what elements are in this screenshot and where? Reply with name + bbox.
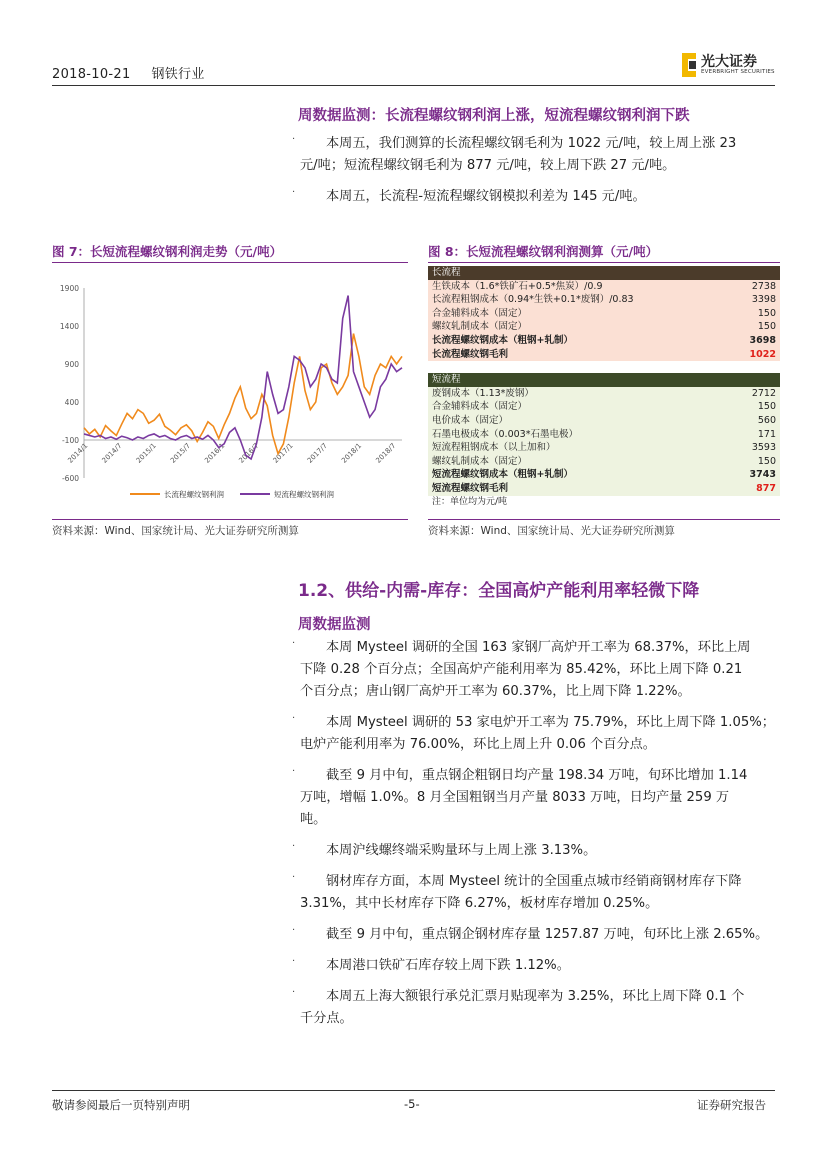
bullet-line: 吨。 (300, 812, 327, 827)
brand-logo-en: EVERBRIGHT SECURITIES (701, 69, 775, 75)
report-date: 2018-10-21 (52, 67, 131, 82)
y-tick-label: 900 (64, 360, 79, 369)
bullet-line: 本周沪线螺终端采购量环与上周上涨 3.13%。 (326, 843, 597, 858)
row-label: 石墨电极成本（0.003*石墨电极） (432, 428, 578, 440)
weekly-bullet-item (326, 186, 778, 208)
table-spacer (428, 361, 780, 373)
row-label: 长流程螺纹钢毛利 (432, 348, 509, 360)
bullet-line: 钢材库存方面，本周 Mysteel 统计的全国重点城市经销商钢材库存下降 (326, 874, 742, 889)
series-line-0 (84, 334, 402, 454)
footer-report-type: 证券研究报告 (697, 1098, 766, 1112)
row-value: 3698 (749, 334, 776, 346)
row-value: 560 (757, 414, 776, 426)
brand-logo (682, 53, 792, 81)
bullet-marker: · (292, 987, 296, 998)
table-section-label: 长流程 (428, 266, 780, 280)
supply-subheading: 周数据监测 (298, 617, 371, 633)
x-tick-label: 2015/7 (169, 441, 193, 465)
row-label: 短流程粗钢成本（以上加和） (432, 442, 556, 454)
row-label: 短流程螺纹钢毛利 (432, 482, 509, 494)
y-tick-label: 1900 (59, 284, 79, 293)
table-row (428, 334, 780, 348)
header-rule (52, 85, 775, 86)
bullet-line: 本周 Mysteel 调研的 53 家电炉开工率为 75.79%，环比上周下降 1.05%； (326, 715, 775, 730)
table-row (428, 414, 780, 428)
x-tick-label: 2014/7 (100, 441, 124, 465)
bullet-marker: · (292, 713, 296, 724)
table-note-row (428, 496, 780, 510)
row-label: 长流程粗钢成本（0.94*生铁+0.1*废钢）/0.83 (432, 294, 634, 306)
supply-bullet-item (326, 840, 778, 862)
row-label: 合金辅料成本（固定） (432, 307, 528, 319)
supply-bullet-item (300, 712, 778, 756)
table-row (428, 293, 780, 307)
bullet-line: 下降 0.28 个百分点；全国高炉产能利用率为 85.42%，环比上周下降 0.21 (300, 662, 743, 677)
page-number: -5- (404, 1097, 420, 1111)
row-value: 150 (757, 321, 776, 333)
y-tick-label: 400 (64, 398, 79, 407)
short-process-header (428, 373, 780, 387)
cost-table (428, 266, 780, 509)
bullet-marker: · (292, 638, 296, 649)
table-note: 注：单位均为元/吨 (432, 496, 508, 507)
figure8-source: 资料来源：Wind、国家统计局、光大证券研究所测算 (428, 525, 675, 537)
figure7-top-rule (52, 262, 408, 263)
footer-disclaimer: 敬请参阅最后一页特别声明 (52, 1098, 190, 1112)
table-row (428, 400, 780, 414)
row-value: 3398 (751, 294, 776, 306)
table-row (428, 387, 780, 401)
x-tick-label: 2015/1 (134, 441, 158, 465)
x-tick-label: 2018/7 (374, 441, 398, 465)
table-row (428, 441, 780, 455)
brand-logo-mark-icon (682, 53, 696, 77)
table-row (428, 307, 780, 321)
row-value: 2738 (751, 280, 776, 292)
x-tick-label: 2016/7 (237, 441, 261, 465)
row-label: 螺纹轧制成本（固定） (432, 321, 528, 333)
bullet-marker: · (292, 766, 296, 777)
row-value: 150 (757, 401, 776, 413)
supply-bullet-item (300, 871, 778, 915)
figure7-source: 资料来源：Wind、国家统计局、光大证券研究所测算 (52, 525, 299, 537)
figure7-bottom-rule (52, 519, 408, 520)
supply-bullet-item (300, 637, 778, 703)
table-row (428, 455, 780, 469)
bullet-line: 3.31%，其中长材库存下降 6.27%，板材库存增加 0.25%。 (300, 896, 659, 911)
bullet-line: 本周 Mysteel 调研的全国 163 家钢厂高炉开工率为 68.37%，环比上周 (326, 640, 751, 655)
bullet-marker: · (292, 841, 296, 852)
report-industry: 钢铁行业 (151, 67, 205, 82)
weekly-section-title: 周数据监测：长流程螺纹钢利润上涨，短流程螺纹钢利润下跌 (298, 108, 690, 124)
row-label: 长流程螺纹钢成本（粗钢+轧制） (432, 334, 573, 346)
row-label: 电价成本（固定） (432, 414, 509, 426)
table-row (428, 482, 780, 496)
x-tick-label: 2018/1 (340, 441, 364, 465)
supply-section-heading: 1.2、供给-内需-库存：全国高炉产能利用率轻微下降 (298, 581, 700, 601)
supply-bullet-item (300, 765, 778, 831)
table-row (428, 468, 780, 482)
report-header (52, 63, 205, 82)
row-label: 废钢成本（1.13*废钢） (432, 387, 534, 399)
row-value: 150 (757, 307, 776, 319)
bullet-line: 万吨，增幅 1.0%。8 月全国粗钢当月产量 8033 万吨，日均产量 259 万 (300, 790, 730, 805)
row-value: 3593 (751, 442, 776, 454)
brand-logo-cn: 光大证券 (701, 54, 757, 70)
x-tick-label: 2017/7 (305, 441, 329, 465)
row-label: 合金辅料成本（固定） (432, 401, 528, 413)
series-line-1 (84, 296, 402, 459)
bullet-line: 千分点。 (300, 1011, 353, 1026)
row-value: 150 (757, 455, 776, 467)
figure7-title: 图 7：长短流程螺纹钢利润走势（元/吨） (52, 244, 283, 259)
table-section-label: 短流程 (428, 373, 780, 387)
bullet-line: 截至 9 月中旬，重点钢企粗钢日均产量 198.34 万吨，旬环比增加 1.14 (326, 768, 748, 783)
supply-bullet-item (326, 955, 778, 977)
bullet-line: 个百分点；唐山钢厂高炉开工率为 60.37%，比上周下降 1.22%。 (300, 684, 691, 699)
bullet-line: 截至 9 月中旬，重点钢企钢材库存量 1257.87 万吨，旬环比上涨 2.65%。 (326, 927, 769, 942)
legend-label: 长流程螺纹钢利润 (164, 490, 224, 499)
row-value: 877 (756, 482, 776, 494)
bullet-line: 电炉产能利用率为 76.00%，环比上周上升 0.06 个百分点。 (300, 737, 656, 752)
y-tick-label: -100 (61, 436, 79, 445)
bullet-line: 本周五，我们测算的长流程螺纹钢毛利为 1022 元/吨，较上周上涨 23 (326, 136, 737, 151)
row-label: 短流程螺纹钢成本（粗钢+轧制） (432, 469, 573, 481)
bullet-marker: · (292, 134, 296, 145)
row-value: 1022 (749, 348, 776, 360)
bullet-line: 本周港口铁矿石库存较上周下跌 1.12%。 (326, 958, 570, 973)
long-process-header (428, 266, 780, 280)
row-value: 3743 (749, 469, 776, 481)
figure8-bottom-rule (428, 519, 780, 520)
bullet-marker: · (292, 956, 296, 967)
x-tick-label: 2016/1 (203, 441, 227, 465)
figure8-title: 图 8：长短流程螺纹钢利润测算（元/吨） (428, 244, 659, 259)
y-tick-label: 1400 (59, 322, 79, 331)
bullet-marker: · (292, 187, 296, 198)
table-row (428, 428, 780, 442)
supply-bullet-item (326, 924, 778, 946)
table-row (428, 348, 780, 362)
profit-trend-chart (52, 268, 408, 518)
x-tick-label: 2017/1 (271, 441, 295, 465)
supply-bullet-item (300, 986, 778, 1030)
row-value: 2712 (751, 387, 776, 399)
x-tick-label: 2014/1 (66, 441, 90, 465)
bullet-line: 本周五上海大额银行承兑汇票月贴现率为 3.25%，环比上周下降 0.1 个 (326, 989, 745, 1004)
row-label: 生铁成本（1.6*铁矿石+0.5*焦炭）/0.9 (432, 280, 603, 292)
bullet-marker: · (292, 872, 296, 883)
figure8-top-rule (428, 262, 780, 263)
bullet-line: 元/吨；短流程螺纹钢毛利为 877 元/吨，较上周下跌 27 元/吨。 (300, 158, 676, 173)
y-tick-label: -600 (61, 474, 79, 483)
footer-rule (52, 1090, 775, 1091)
row-value: 171 (757, 428, 776, 440)
bullet-line: 本周五，长流程-短流程螺纹钢模拟利差为 145 元/吨。 (326, 189, 646, 204)
weekly-bullet-item (300, 133, 778, 177)
table-row (428, 320, 780, 334)
bullet-marker: · (292, 925, 296, 936)
table-row (428, 280, 780, 294)
legend-label: 短流程螺纹钢利润 (274, 490, 334, 499)
row-label: 螺纹轧制成本（固定） (432, 455, 528, 467)
